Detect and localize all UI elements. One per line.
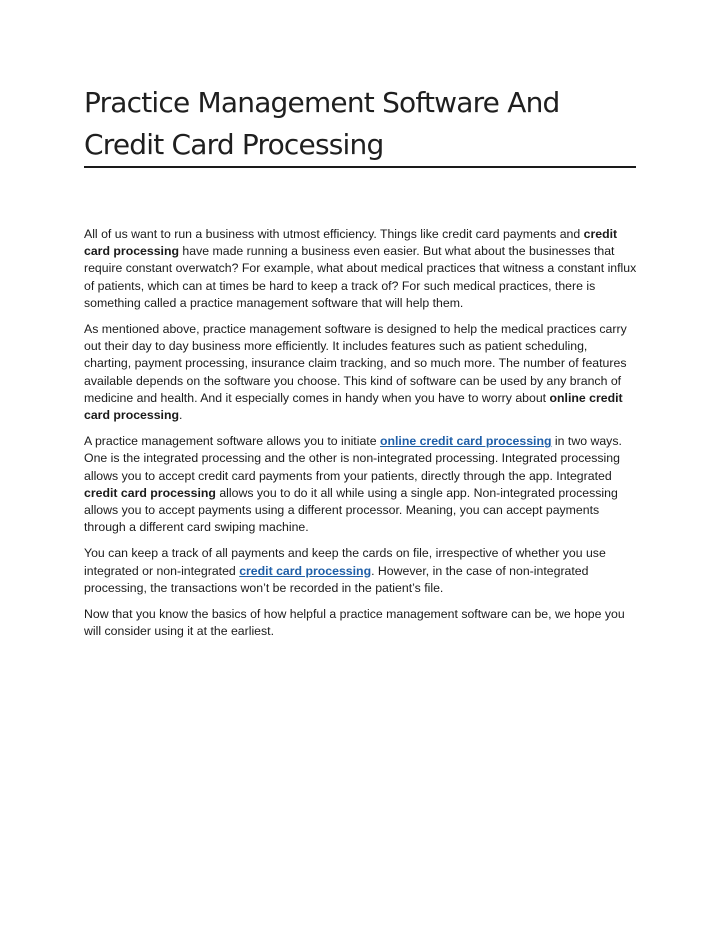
article-body [84, 226, 637, 649]
paragraph-3 [84, 433, 637, 536]
paragraph-4 [84, 545, 637, 597]
page-title: Practice Management Software And Credit Card Processing [84, 86, 560, 161]
paragraph-1-text: have made running a business even easier. But what about the businesses that require constant overwatch? For example, what about medical practices that witness a constant influx of patients, which can at times be hard to keep a track of? For such medical practices, there is something called a practice management software that will help them. [84, 244, 637, 310]
paragraph-3-text: in two ways. One is the integrated processing and the other is non-integrated processing. Integrated processing allows you to accept credit card payments from your patients, directly through the app. Integrated [84, 434, 622, 483]
paragraph-2 [84, 321, 637, 424]
paragraph-4-text: . However, in the case of non-integrated processing, the transactions won’t be recorded in the patient’s file. [84, 563, 589, 595]
paragraph-5-text: Now that you know the basics of how helpful a practice management software can be, we hope you will consider using it at the earliest. [84, 607, 625, 639]
title-divider [84, 166, 636, 168]
paragraph-5 [84, 606, 637, 640]
paragraph-3-text: allows you to do it all while using a single app. Non-integrated processing allows you to accept payments using a different processor. Meaning, you can accept payments through a different card swiping machine. [84, 485, 618, 535]
paragraph-4-text: You can keep a track of all payments and keep the cards on file, irrespective of whether you use integrated or non-integrated [84, 546, 606, 578]
bold-phrase: credit card processing [84, 485, 216, 500]
paragraph-1 [84, 226, 637, 312]
online-credit-card-processing-link[interactable]: online credit card processing [379, 434, 552, 449]
paragraph-3-text: A practice management software allows you to initiate [84, 434, 380, 449]
credit-card-processing-link[interactable]: credit card processing [239, 563, 372, 578]
bold-phrase: online credit card processing [84, 390, 623, 423]
paragraph-2-text: As mentioned above, practice management software is designed to help the medical practices carry out their day to day business more efficiently. It includes features such as patient scheduling, charting, payment processing, insurance claim tracking, and so much more. The number of features available depends on the software you choose. This kind of software can be used by any branch of medicine and health. And it especially comes in handy when you have to worry about [84, 322, 627, 405]
bold-phrase: credit card processing [84, 227, 618, 259]
paragraph-1-text: All of us want to run a business with utmost efficiency. Things like credit card payments and [84, 227, 584, 241]
paragraph-2-text: . [179, 408, 183, 423]
